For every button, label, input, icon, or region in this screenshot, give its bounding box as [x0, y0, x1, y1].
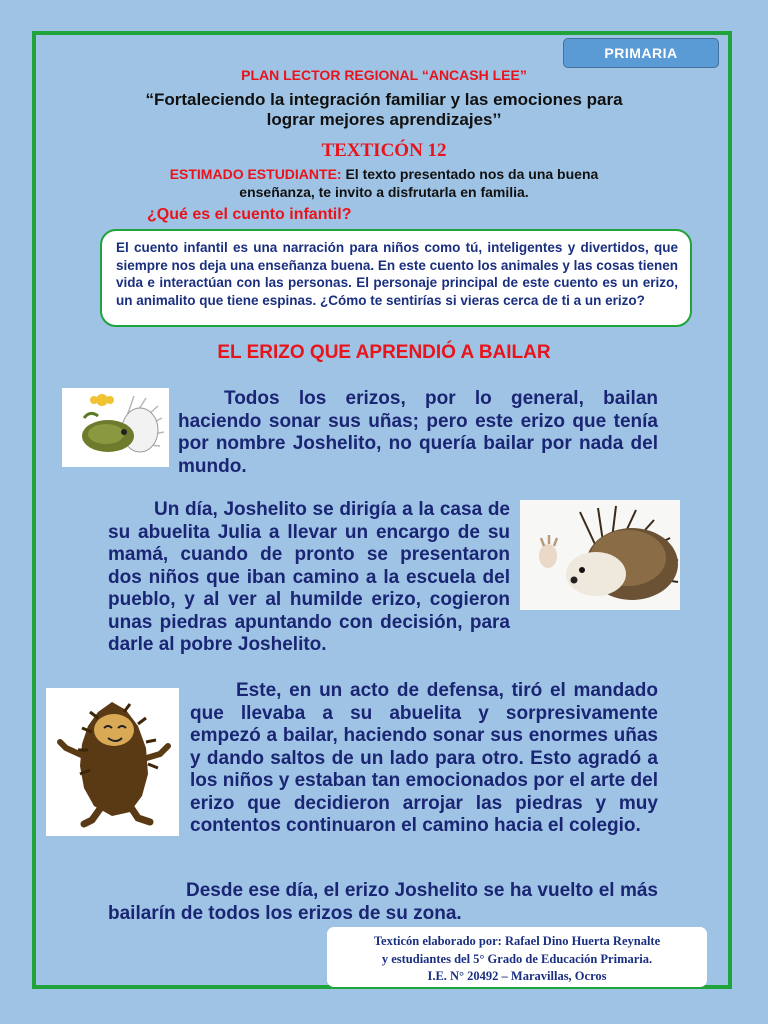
hedgehog-photo-image: [520, 500, 680, 610]
student-intro-text-1: El texto presentado nos da una buena: [341, 166, 599, 182]
story-paragraph-2: Un día, Joshelito se dirigía a la casa de su abuelita Julia a llevar un encargo de su mamá, cuando de pronto se presentaron dos niños que iban camino a la escuela del pueblo, y al ver al humilde erizo, cogieron unas piedras apuntando con decisión, para darle al pobre Joshelito.: [108, 499, 510, 655]
dancing-hedgehog-illustration: [46, 688, 179, 836]
student-intro-text-2: enseñanza, te invito a disfrutarla en familia.: [239, 184, 529, 200]
slogan: [100, 90, 668, 130]
credits-line-3: I.E. N° 20492 – Maravillas, Ocros: [427, 969, 607, 983]
definition-box: El cuento infantil es una narración para niños como tú, inteligentes y divertidos, que siempre nos deja una enseñanza buena. En este cuento los animales y las cosas tienen vida e interactúan con las personas. El personaje principal de este cuento es un erizo, un animalito que tiene espinas. ¿Cómo te sentirías si vieras cerca de ti a un erizo?: [100, 229, 692, 327]
question-heading: ¿Qué es el cuento infantil?: [147, 206, 352, 223]
slogan-line-2: lograr mejores aprendizajes’’: [266, 110, 502, 129]
story-paragraph-3: Este, en un acto de defensa, tiró el mandado que llevaba a su abuelita y sorpresivamente empezó a bailar, haciendo sonar sus enormes uñas y dando saltos de un lado para otro. Esto agradó a los niños y estaban tan emocionados por el arte del erizo que decidieron arrojar las piedras y muy contentos continuaron el camino hacia el colegio.: [190, 680, 658, 836]
hedgehog-apple-illustration: [62, 388, 169, 467]
story-paragraph-4: Desde ese día, el erizo Joshelito se ha vuelto el más bailarín de todos los erizos de su zona.: [108, 880, 658, 924]
credits-line-2: y estudiantes del 5° Grado de Educación Primaria.: [381, 951, 653, 966]
level-badge: PRIMARIA: [563, 38, 719, 68]
texticon-number: TEXTICÓN 12: [321, 140, 447, 161]
credits-box: [327, 927, 707, 987]
credits-line-1: Texticón elaborado por: Rafael Dino Huerta Reynalte: [373, 934, 661, 948]
hedgehog-with-apple-image: [62, 388, 169, 467]
student-intro: [100, 165, 668, 201]
plan-title: PLAN LECTOR REGIONAL “ANCASH LEE”: [241, 67, 527, 83]
story-paragraph-1: Todos los erizos, por lo general, bailan haciendo sonar sus uñas; pero este erizo que tenía por nombre Joshelito, no quería bailar por nada del mundo.: [178, 388, 658, 477]
slogan-line-1: “Fortaleciendo la integración familiar y las emociones para: [145, 90, 623, 109]
story-title: EL ERIZO QUE APRENDIÓ A BAILAR: [217, 342, 551, 363]
dancing-hedgehog-image: [46, 688, 179, 836]
student-intro-label: ESTIMADO ESTUDIANTE:: [169, 166, 342, 182]
hedgehog-photo: [520, 500, 680, 610]
